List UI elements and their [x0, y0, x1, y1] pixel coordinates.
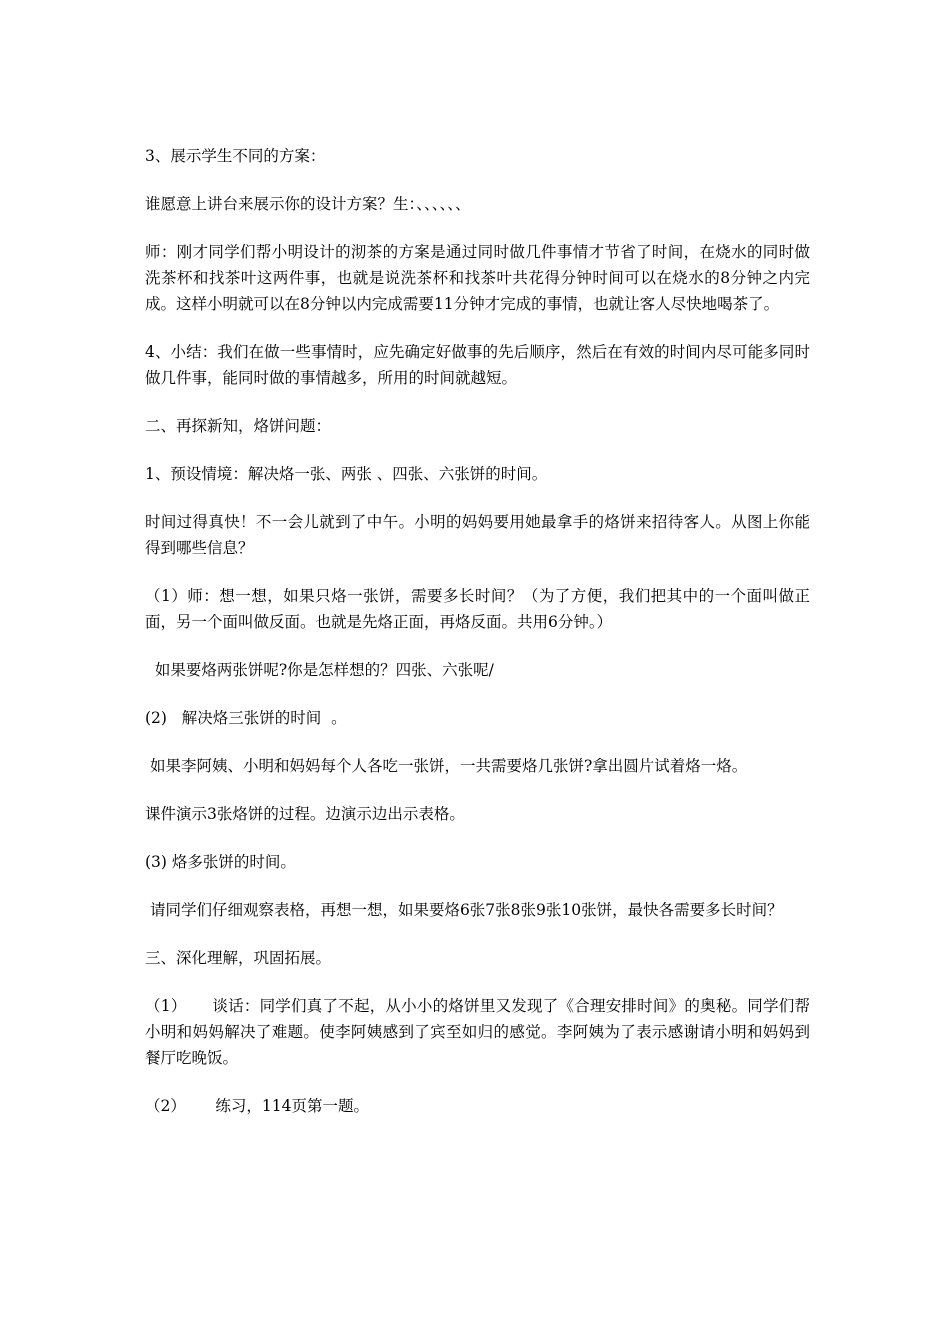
paragraph-item-3: (3) 烙多张饼的时间。 — [145, 853, 296, 871]
paragraph-1-scenario: 1、预设情境：解决烙一张、两张 、四张、六张饼的时间。 — [145, 465, 548, 483]
paragraph-talk: （1） 谈话：同学们真了不起，从小小的烙饼里又发现了《合理安排时间》的奥秘。同学们帮小明和妈妈解决了难题。使李阿姨感到了宾至如归的感觉。李阿姨为了表示感谢请小明和妈妈到餐厅吃晚饭。 — [145, 997, 810, 1067]
paragraph-item-2: (2) 解决烙三张饼的时间 。 — [145, 709, 347, 727]
paragraph-observe-table: 请同学们仔细观察表格，再想一想，如果要烙6张7张8张9张10张饼，最快各需要多长时间？ — [145, 901, 783, 919]
paragraph-demo: 课件演示3张烙饼的过程。边演示边出示表格。 — [145, 805, 465, 823]
paragraph-4-summary: 4、小结：我们在做一些事情时，应先确定好做事的先后顺序，然后在有效的时间内尽可能多同时做几件事，能同时做的事情越多，所用的时间就越短。 — [145, 343, 810, 387]
paragraph-item-1: （1）师：想一想，如果只烙一张饼，需要多长时间？（为了方便，我们把其中的一个面叫做正面，另一个面叫做反面。也就是先烙正面，再烙反面。共用6分钟。） — [145, 587, 810, 631]
document-body — [145, 143, 810, 1141]
section-heading-3: 三、深化理解，巩固拓展。 — [145, 949, 332, 967]
paragraph-question: 谁愿意上讲台来展示你的设计方案？生：、、、、、、 — [145, 195, 471, 213]
paragraph-3-heading: 3、展示学生不同的方案： — [145, 147, 326, 165]
paragraph-three-people: 如果李阿姨、小明和妈妈每个人各吃一张饼，一共需要烙几张饼?拿出圆片试着烙一烙。 — [145, 757, 748, 775]
paragraph-teacher-summary: 师：刚才同学们帮小明设计的沏茶的方案是通过同时做几件事情才节省了时间，在烧水的同时做洗茶杯和找茶叶这两件事，也就是说洗茶杯和找茶叶共花得分钟时间可以在烧水的8分钟之内完成。这样小明就可以在8分钟以内完成需要11分钟才完成的事情，也就让客人尽快地喝茶了。 — [145, 243, 810, 313]
section-heading-2: 二、再探新知，烙饼问题： — [145, 417, 332, 435]
paragraph-two-cakes: 如果要烙两张饼呢?你是怎样想的？四张、六张呢/ — [145, 661, 494, 679]
paragraph-story: 时间过得真快！不一会儿就到了中午。小明的妈妈要用她最拿手的烙饼来招待客人。从图上你能得到哪些信息？ — [145, 513, 810, 557]
paragraph-exercise: （2） 练习，114页第一题。 — [145, 1097, 370, 1115]
